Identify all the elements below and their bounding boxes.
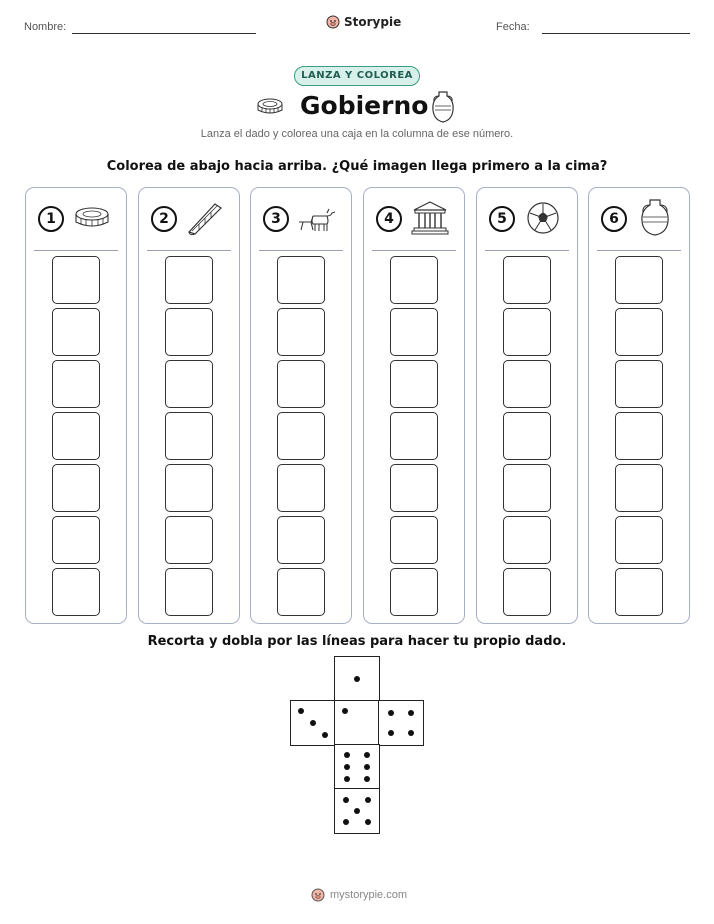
color-box[interactable] bbox=[165, 308, 213, 356]
pip bbox=[354, 676, 360, 682]
footer-url[interactable]: mystorypie.com bbox=[330, 889, 408, 901]
die-face-4 bbox=[378, 700, 424, 746]
color-box[interactable] bbox=[165, 412, 213, 460]
pip bbox=[343, 819, 349, 825]
color-box[interactable] bbox=[277, 516, 325, 564]
color-box[interactable] bbox=[390, 308, 438, 356]
color-box[interactable] bbox=[503, 568, 551, 616]
pip bbox=[364, 764, 370, 770]
die-face-6 bbox=[334, 744, 380, 790]
color-box[interactable] bbox=[277, 256, 325, 304]
color-box[interactable] bbox=[503, 308, 551, 356]
color-box[interactable] bbox=[277, 412, 325, 460]
pip bbox=[298, 708, 304, 714]
color-box[interactable] bbox=[503, 256, 551, 304]
pip bbox=[344, 776, 350, 782]
color-box[interactable] bbox=[52, 516, 100, 564]
date-field-line[interactable] bbox=[542, 33, 690, 34]
color-box[interactable] bbox=[165, 360, 213, 408]
ox-plow-icon bbox=[297, 200, 337, 236]
die-face-1-center bbox=[334, 700, 380, 746]
color-box[interactable] bbox=[615, 412, 663, 460]
die-face-1 bbox=[334, 656, 380, 702]
pip bbox=[388, 730, 394, 736]
color-box[interactable] bbox=[390, 412, 438, 460]
pip bbox=[342, 708, 348, 714]
color-box[interactable] bbox=[52, 464, 100, 512]
column-6 bbox=[588, 187, 690, 624]
amphitheater-icon bbox=[72, 200, 112, 236]
pig-mascot-icon bbox=[310, 887, 326, 903]
pip bbox=[364, 776, 370, 782]
color-box[interactable] bbox=[615, 256, 663, 304]
column-number: 4 bbox=[376, 206, 402, 232]
column-5 bbox=[476, 187, 578, 624]
brand-name: Storypie bbox=[344, 15, 402, 29]
pip bbox=[365, 819, 371, 825]
color-box[interactable] bbox=[277, 568, 325, 616]
amphitheater-icon bbox=[256, 96, 284, 118]
pip bbox=[344, 752, 350, 758]
column-3 bbox=[250, 187, 352, 624]
activity-badge: LANZA Y COLOREA bbox=[294, 66, 420, 86]
brand-logo bbox=[326, 14, 401, 30]
color-box[interactable] bbox=[165, 516, 213, 564]
column-header bbox=[485, 188, 569, 251]
pip bbox=[408, 730, 414, 736]
color-box[interactable] bbox=[52, 308, 100, 356]
date-label: Fecha: bbox=[496, 21, 530, 33]
column-number: 3 bbox=[263, 206, 289, 232]
color-box[interactable] bbox=[503, 516, 551, 564]
pip bbox=[344, 764, 350, 770]
aqueduct-icon bbox=[185, 200, 225, 236]
race-question: Colorea de abajo hacia arriba. ¿Qué imagen llega primero a la cima? bbox=[106, 159, 608, 174]
column-header bbox=[34, 188, 118, 251]
column-header bbox=[147, 188, 231, 251]
amphora-icon bbox=[430, 90, 456, 124]
column-2 bbox=[138, 187, 240, 624]
pip bbox=[388, 710, 394, 716]
die-face-5 bbox=[334, 788, 380, 834]
color-box[interactable] bbox=[615, 464, 663, 512]
column-4 bbox=[363, 187, 465, 624]
color-box[interactable] bbox=[615, 308, 663, 356]
column-header bbox=[372, 188, 456, 251]
die-face-3 bbox=[290, 700, 336, 746]
footer bbox=[310, 887, 407, 903]
pip bbox=[364, 752, 370, 758]
pip bbox=[365, 797, 371, 803]
instructions-subtitle: Lanza el dado y colorea una caja en la columna de ese número. bbox=[200, 128, 514, 140]
color-box[interactable] bbox=[277, 464, 325, 512]
column-header bbox=[597, 188, 681, 251]
die-instruction: Recorta y dobla por las líneas para hacer tu propio dado. bbox=[147, 634, 567, 649]
color-box[interactable] bbox=[52, 412, 100, 460]
color-box[interactable] bbox=[390, 256, 438, 304]
page-title: Gobierno bbox=[300, 91, 429, 120]
color-box[interactable] bbox=[165, 464, 213, 512]
color-box[interactable] bbox=[390, 360, 438, 408]
pip bbox=[354, 808, 360, 814]
color-box[interactable] bbox=[503, 412, 551, 460]
color-box[interactable] bbox=[52, 256, 100, 304]
color-box[interactable] bbox=[615, 568, 663, 616]
color-box[interactable] bbox=[52, 360, 100, 408]
amphora-icon bbox=[635, 196, 675, 238]
column-number: 6 bbox=[601, 206, 627, 232]
pip bbox=[310, 720, 316, 726]
color-box[interactable] bbox=[615, 360, 663, 408]
column-number: 5 bbox=[489, 206, 515, 232]
pip bbox=[343, 797, 349, 803]
column-1 bbox=[25, 187, 127, 624]
column-header bbox=[259, 188, 343, 251]
color-box[interactable] bbox=[615, 516, 663, 564]
pig-mascot-icon bbox=[326, 14, 340, 30]
color-box[interactable] bbox=[390, 464, 438, 512]
color-box[interactable] bbox=[165, 256, 213, 304]
pip bbox=[408, 710, 414, 716]
die-net[interactable] bbox=[290, 656, 426, 836]
color-box[interactable] bbox=[165, 568, 213, 616]
color-box[interactable] bbox=[277, 308, 325, 356]
name-label: Nombre: bbox=[24, 21, 67, 33]
pip bbox=[322, 732, 328, 738]
color-box[interactable] bbox=[390, 568, 438, 616]
temple-icon bbox=[410, 200, 450, 236]
color-box[interactable] bbox=[390, 516, 438, 564]
color-box[interactable] bbox=[52, 568, 100, 616]
color-box[interactable] bbox=[277, 360, 325, 408]
name-field-line[interactable] bbox=[72, 33, 256, 34]
color-box[interactable] bbox=[503, 360, 551, 408]
column-number: 2 bbox=[151, 206, 177, 232]
column-number: 1 bbox=[38, 206, 64, 232]
color-box[interactable] bbox=[503, 464, 551, 512]
soccer-ball-icon bbox=[523, 200, 563, 236]
